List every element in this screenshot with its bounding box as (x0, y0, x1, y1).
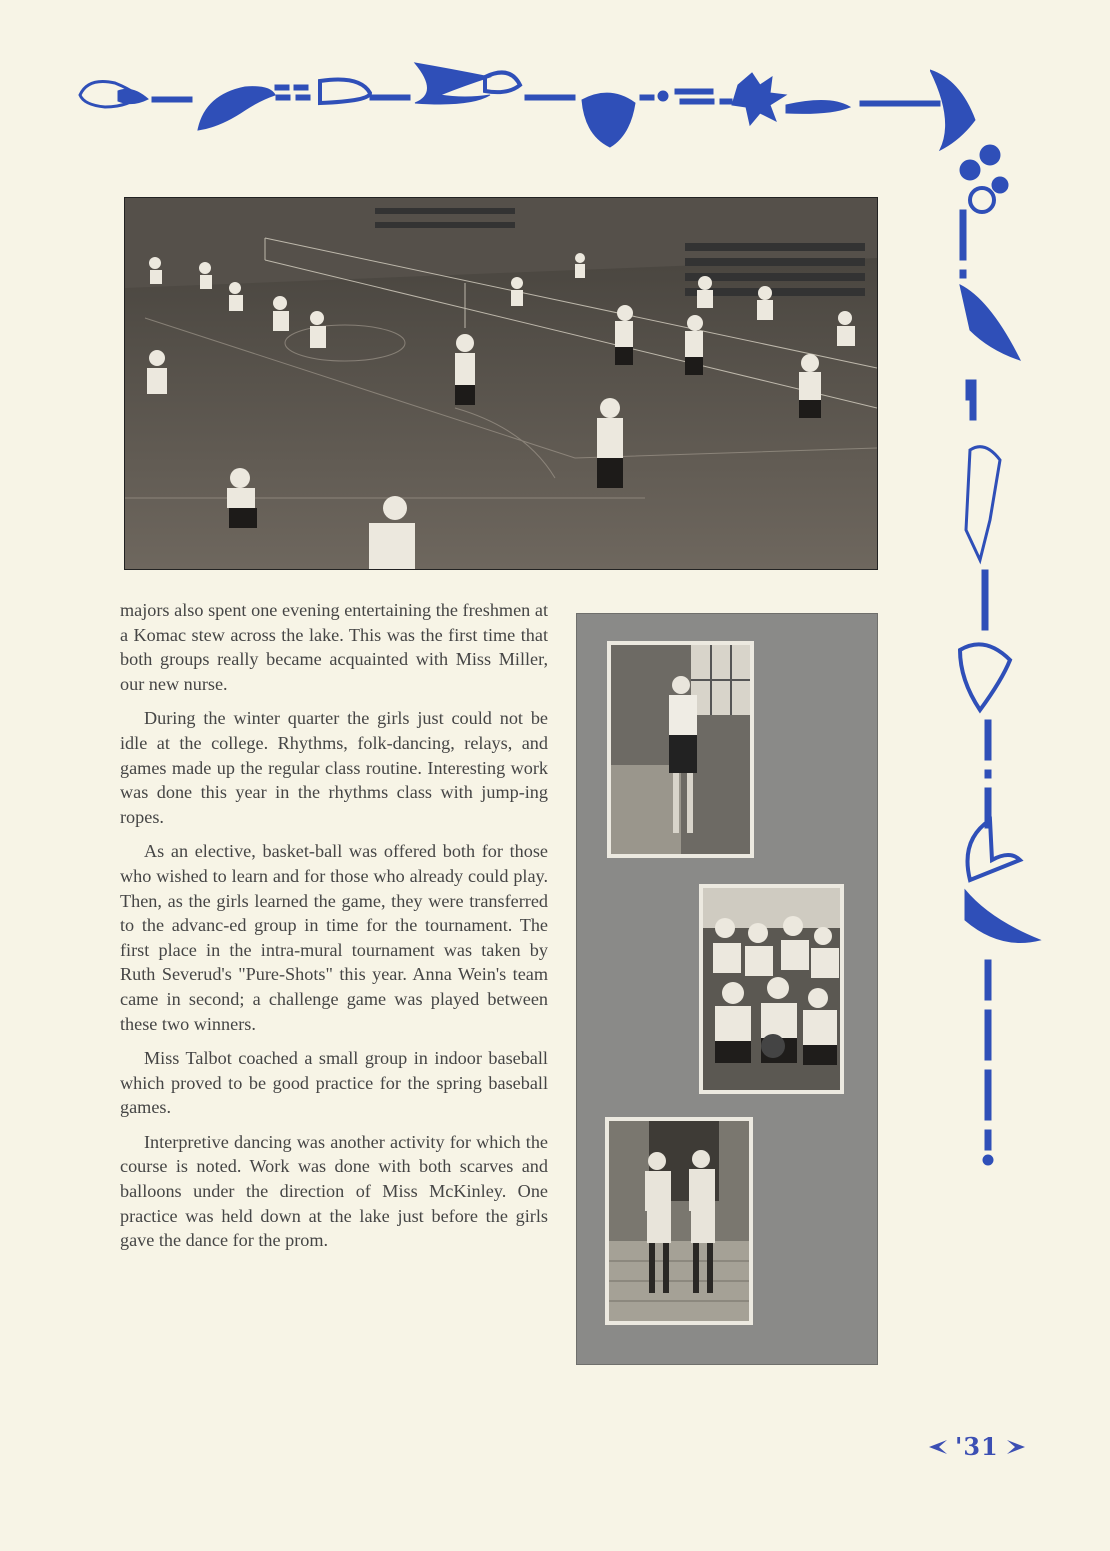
basketball-team-group-photo (703, 888, 840, 1090)
two-students-on-steps-photo (611, 645, 750, 854)
gym-volleyball-class-photo (125, 198, 877, 569)
paragraph-4: Miss Talbot coached a small group in indoor baseball which proved to be good practice for the spring baseball games. (120, 1048, 548, 1118)
leaf-ornament-left-icon (925, 1438, 947, 1456)
gym-photo (124, 197, 878, 570)
top-ornamental-border (70, 55, 970, 165)
two-students-by-doorway-photo (609, 1121, 749, 1321)
paragraph-5: Interpretive dancing was another activity for which the course is noted. Work was done with both scarves and balloons under the direction of Miss McKinley. One practice was held down at the lake just before the girls gave the dance for the prom. (120, 1131, 548, 1251)
page-label: '31 (955, 1432, 999, 1461)
snapshot-2 (699, 884, 844, 1094)
article-text (120, 598, 548, 1263)
snapshot-3 (605, 1117, 753, 1325)
right-ornamental-border (930, 60, 1050, 1180)
leaf-ornament-right-icon (1007, 1438, 1029, 1456)
page-folio (925, 1432, 1035, 1462)
snapshot-1 (607, 641, 754, 858)
paragraph-1: majors also spent one evening entertaining the freshmen at a Komac stew across the lake. This was the first time that both groups really became acquainted with Miss Miller, our new nurse. (120, 600, 548, 694)
snapshot-panel (576, 613, 878, 1365)
paragraph-2: During the winter quarter the girls just could not be idle at the college. Rhythms, folk-dancing, relays, and games made up the regular class routine. Interesting work was done this year in the rhythms class with jump-ing ropes. (120, 708, 548, 827)
paragraph-3: As an elective, basket-ball was offered both for those who wished to learn and for those who already could play. Then, as the girls learned the game, they were transferred to the advanc-ed group in time for the tournament. The first place in the intra-mural tournament was taken by Ruth Severud's "Pure-Shots" this year. Anna Wein's team came in second; a challenge game was played between these two winners. (120, 841, 548, 1034)
